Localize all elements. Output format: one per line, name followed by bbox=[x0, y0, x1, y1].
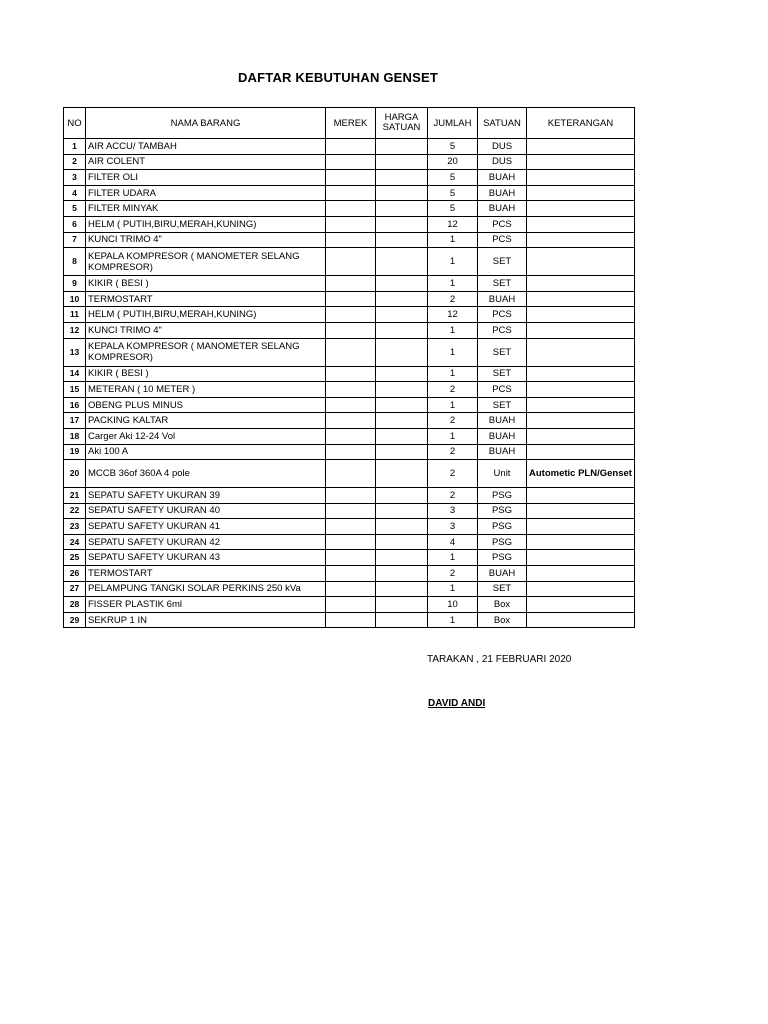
table-row bbox=[64, 170, 635, 186]
row-number: 28 bbox=[64, 597, 86, 613]
table-row bbox=[64, 519, 635, 535]
row-number: 20 bbox=[64, 460, 86, 488]
row-number: 4 bbox=[64, 185, 86, 201]
row-number: 18 bbox=[64, 428, 86, 444]
table-row bbox=[64, 612, 635, 628]
item-note bbox=[527, 248, 635, 276]
item-brand bbox=[326, 232, 376, 248]
item-note bbox=[527, 382, 635, 398]
item-unit-price bbox=[376, 201, 428, 217]
row-number: 26 bbox=[64, 566, 86, 582]
item-note bbox=[527, 550, 635, 566]
item-quantity: 2 bbox=[428, 566, 478, 582]
item-quantity: 1 bbox=[428, 581, 478, 597]
item-unit-price bbox=[376, 550, 428, 566]
item-quantity: 1 bbox=[428, 248, 478, 276]
item-note bbox=[527, 366, 635, 382]
item-name: HELM ( PUTIH,BIRU,MERAH,KUNING) bbox=[86, 216, 326, 232]
item-unit-price bbox=[376, 338, 428, 366]
item-unit: PCS bbox=[478, 307, 527, 323]
item-note bbox=[527, 307, 635, 323]
item-brand bbox=[326, 534, 376, 550]
item-quantity: 1 bbox=[428, 322, 478, 338]
item-brand bbox=[326, 338, 376, 366]
item-note bbox=[527, 581, 635, 597]
table-row bbox=[64, 460, 635, 488]
item-unit: SET bbox=[478, 397, 527, 413]
item-note bbox=[527, 488, 635, 504]
row-number: 11 bbox=[64, 307, 86, 323]
item-note bbox=[527, 185, 635, 201]
item-name: SEPATU SAFETY UKURAN 43 bbox=[86, 550, 326, 566]
row-number: 10 bbox=[64, 291, 86, 307]
header-no: NO bbox=[64, 108, 86, 139]
row-number: 7 bbox=[64, 232, 86, 248]
item-brand bbox=[326, 139, 376, 155]
item-name: PACKING KALTAR bbox=[86, 413, 326, 429]
row-number: 12 bbox=[64, 322, 86, 338]
item-unit-price bbox=[376, 488, 428, 504]
signer-name: DAVID ANDI bbox=[428, 698, 486, 709]
item-unit-price bbox=[376, 413, 428, 429]
item-unit: SET bbox=[478, 581, 527, 597]
item-quantity: 2 bbox=[428, 444, 478, 460]
row-number: 3 bbox=[64, 170, 86, 186]
item-quantity: 1 bbox=[428, 612, 478, 628]
table-row bbox=[64, 291, 635, 307]
item-brand bbox=[326, 597, 376, 613]
item-unit-price bbox=[376, 291, 428, 307]
row-number: 29 bbox=[64, 612, 86, 628]
header-harga-satuan: HARGA SATUAN bbox=[376, 108, 428, 139]
row-number: 2 bbox=[64, 154, 86, 170]
item-unit: PCS bbox=[478, 232, 527, 248]
row-number: 25 bbox=[64, 550, 86, 566]
table-row bbox=[64, 201, 635, 217]
item-unit-price bbox=[376, 581, 428, 597]
item-name: SEPATU SAFETY UKURAN 42 bbox=[86, 534, 326, 550]
item-unit: Unit bbox=[478, 460, 527, 488]
item-note bbox=[527, 519, 635, 535]
item-unit-price bbox=[376, 397, 428, 413]
item-note bbox=[527, 216, 635, 232]
item-name: Aki 100 A bbox=[86, 444, 326, 460]
table-row bbox=[64, 322, 635, 338]
item-brand bbox=[326, 276, 376, 292]
row-number: 13 bbox=[64, 338, 86, 366]
item-brand bbox=[326, 154, 376, 170]
item-note bbox=[527, 201, 635, 217]
table-row bbox=[64, 248, 635, 276]
item-quantity: 1 bbox=[428, 232, 478, 248]
item-note bbox=[527, 170, 635, 186]
item-name: FISSER PLASTIK 6ml bbox=[86, 597, 326, 613]
item-unit-price bbox=[376, 154, 428, 170]
item-unit: BUAH bbox=[478, 566, 527, 582]
item-note bbox=[527, 232, 635, 248]
item-brand bbox=[326, 307, 376, 323]
table-row bbox=[64, 366, 635, 382]
item-name: FILTER MINYAK bbox=[86, 201, 326, 217]
table-row bbox=[64, 216, 635, 232]
item-note bbox=[527, 291, 635, 307]
item-brand bbox=[326, 366, 376, 382]
item-unit: DUS bbox=[478, 139, 527, 155]
item-unit: PSG bbox=[478, 488, 527, 504]
item-unit-price bbox=[376, 382, 428, 398]
item-brand bbox=[326, 428, 376, 444]
item-note bbox=[527, 397, 635, 413]
item-note bbox=[527, 154, 635, 170]
item-unit-price bbox=[376, 232, 428, 248]
item-quantity: 12 bbox=[428, 307, 478, 323]
item-unit-price bbox=[376, 612, 428, 628]
item-name: TERMOSTART bbox=[86, 566, 326, 582]
table-row bbox=[64, 444, 635, 460]
item-unit-price bbox=[376, 503, 428, 519]
row-number: 15 bbox=[64, 382, 86, 398]
item-name: KEPALA KOMPRESOR ( MANOMETER SELANG KOMPRESOR) bbox=[86, 248, 326, 276]
table-header-row bbox=[64, 108, 635, 139]
item-brand bbox=[326, 444, 376, 460]
document-title: DAFTAR KEBUTUHAN GENSET bbox=[237, 70, 439, 85]
item-unit-price bbox=[376, 534, 428, 550]
requirements-table bbox=[63, 107, 635, 628]
item-unit: BUAH bbox=[478, 201, 527, 217]
header-merek: MEREK bbox=[326, 108, 376, 139]
place-date: TARAKAN , 21 FEBRUARI 2020 bbox=[427, 654, 572, 665]
table-row bbox=[64, 488, 635, 504]
table-row bbox=[64, 566, 635, 582]
item-brand bbox=[326, 185, 376, 201]
item-unit: SET bbox=[478, 338, 527, 366]
item-quantity: 3 bbox=[428, 519, 478, 535]
item-unit: PCS bbox=[478, 216, 527, 232]
item-name: SEPATU SAFETY UKURAN 40 bbox=[86, 503, 326, 519]
item-brand bbox=[326, 550, 376, 566]
item-name: KIKIR ( BESI ) bbox=[86, 276, 326, 292]
item-name: SEPATU SAFETY UKURAN 41 bbox=[86, 519, 326, 535]
item-unit: BUAH bbox=[478, 170, 527, 186]
item-note bbox=[527, 276, 635, 292]
table-row bbox=[64, 382, 635, 398]
item-unit: SET bbox=[478, 366, 527, 382]
table-row bbox=[64, 307, 635, 323]
item-quantity: 12 bbox=[428, 216, 478, 232]
item-brand bbox=[326, 248, 376, 276]
item-note bbox=[527, 428, 635, 444]
item-brand bbox=[326, 382, 376, 398]
item-quantity: 1 bbox=[428, 276, 478, 292]
item-name: FILTER UDARA bbox=[86, 185, 326, 201]
item-brand bbox=[326, 291, 376, 307]
item-unit-price bbox=[376, 216, 428, 232]
item-unit-price bbox=[376, 566, 428, 582]
item-brand bbox=[326, 216, 376, 232]
item-unit-price bbox=[376, 139, 428, 155]
item-name: KEPALA KOMPRESOR ( MANOMETER SELANG KOMPRESOR) bbox=[86, 338, 326, 366]
item-quantity: 2 bbox=[428, 413, 478, 429]
table-row bbox=[64, 534, 635, 550]
item-note bbox=[527, 338, 635, 366]
item-unit: PSG bbox=[478, 534, 527, 550]
item-unit-price bbox=[376, 185, 428, 201]
item-unit: SET bbox=[478, 276, 527, 292]
item-note bbox=[527, 566, 635, 582]
table-row bbox=[64, 276, 635, 292]
item-unit: BUAH bbox=[478, 185, 527, 201]
item-brand bbox=[326, 397, 376, 413]
item-name: AIR COLENT bbox=[86, 154, 326, 170]
item-quantity: 1 bbox=[428, 338, 478, 366]
item-note bbox=[527, 612, 635, 628]
item-quantity: 5 bbox=[428, 201, 478, 217]
item-brand bbox=[326, 519, 376, 535]
item-quantity: 5 bbox=[428, 170, 478, 186]
item-name: KUNCI TRIMO 4" bbox=[86, 232, 326, 248]
item-quantity: 20 bbox=[428, 154, 478, 170]
table-row bbox=[64, 397, 635, 413]
item-brand bbox=[326, 322, 376, 338]
row-number: 6 bbox=[64, 216, 86, 232]
item-unit: DUS bbox=[478, 154, 527, 170]
row-number: 8 bbox=[64, 248, 86, 276]
item-name: METERAN ( 10 METER ) bbox=[86, 382, 326, 398]
item-unit: PCS bbox=[478, 382, 527, 398]
item-name: FILTER OLI bbox=[86, 170, 326, 186]
table-row bbox=[64, 413, 635, 429]
item-brand bbox=[326, 488, 376, 504]
item-name: HELM ( PUTIH,BIRU,MERAH,KUNING) bbox=[86, 307, 326, 323]
item-quantity: 1 bbox=[428, 428, 478, 444]
item-brand bbox=[326, 503, 376, 519]
item-unit-price bbox=[376, 307, 428, 323]
item-note bbox=[527, 139, 635, 155]
item-name: TERMOSTART bbox=[86, 291, 326, 307]
item-name: SEPATU SAFETY UKURAN 39 bbox=[86, 488, 326, 504]
item-brand bbox=[326, 566, 376, 582]
item-quantity: 3 bbox=[428, 503, 478, 519]
item-unit-price bbox=[376, 428, 428, 444]
item-name: MCCB 36of 360A 4 pole bbox=[86, 460, 326, 488]
item-brand bbox=[326, 581, 376, 597]
item-quantity: 2 bbox=[428, 488, 478, 504]
table-row bbox=[64, 550, 635, 566]
table-row bbox=[64, 428, 635, 444]
item-quantity: 1 bbox=[428, 366, 478, 382]
item-unit-price bbox=[376, 170, 428, 186]
header-satuan: SATUAN bbox=[478, 108, 527, 139]
item-unit: Box bbox=[478, 612, 527, 628]
row-number: 23 bbox=[64, 519, 86, 535]
table-row bbox=[64, 597, 635, 613]
item-quantity: 1 bbox=[428, 397, 478, 413]
item-brand bbox=[326, 460, 376, 488]
table-row bbox=[64, 338, 635, 366]
item-unit: PSG bbox=[478, 550, 527, 566]
item-unit: Box bbox=[478, 597, 527, 613]
table-row bbox=[64, 154, 635, 170]
item-note bbox=[527, 444, 635, 460]
item-quantity: 4 bbox=[428, 534, 478, 550]
row-number: 9 bbox=[64, 276, 86, 292]
item-unit-price bbox=[376, 366, 428, 382]
item-quantity: 5 bbox=[428, 185, 478, 201]
item-brand bbox=[326, 201, 376, 217]
item-brand bbox=[326, 413, 376, 429]
item-name: AIR ACCU/ TAMBAH bbox=[86, 139, 326, 155]
item-quantity: 2 bbox=[428, 291, 478, 307]
item-note bbox=[527, 413, 635, 429]
table-row bbox=[64, 185, 635, 201]
item-name: KIKIR ( BESI ) bbox=[86, 366, 326, 382]
row-number: 16 bbox=[64, 397, 86, 413]
item-unit: BUAH bbox=[478, 291, 527, 307]
item-unit-price bbox=[376, 248, 428, 276]
item-unit: SET bbox=[478, 248, 527, 276]
item-unit: BUAH bbox=[478, 444, 527, 460]
item-name: KUNCI TRIMO 4" bbox=[86, 322, 326, 338]
item-name: PELAMPUNG TANGKI SOLAR PERKINS 250 kVa bbox=[86, 581, 326, 597]
row-number: 5 bbox=[64, 201, 86, 217]
item-name: Carger Aki 12-24 Vol bbox=[86, 428, 326, 444]
row-number: 22 bbox=[64, 503, 86, 519]
item-quantity: 1 bbox=[428, 550, 478, 566]
item-unit: BUAH bbox=[478, 413, 527, 429]
item-name: OBENG PLUS MINUS bbox=[86, 397, 326, 413]
header-jumlah: JUMLAH bbox=[428, 108, 478, 139]
table-row bbox=[64, 232, 635, 248]
item-note bbox=[527, 503, 635, 519]
row-number: 19 bbox=[64, 444, 86, 460]
item-unit-price bbox=[376, 322, 428, 338]
item-quantity: 5 bbox=[428, 139, 478, 155]
header-keterangan: KETERANGAN bbox=[527, 108, 635, 139]
item-unit-price bbox=[376, 460, 428, 488]
item-note bbox=[527, 597, 635, 613]
item-unit-price bbox=[376, 519, 428, 535]
table-row bbox=[64, 503, 635, 519]
row-number: 21 bbox=[64, 488, 86, 504]
item-note: Autometic PLN/Genset bbox=[527, 460, 635, 488]
item-unit: BUAH bbox=[478, 428, 527, 444]
row-number: 1 bbox=[64, 139, 86, 155]
item-note bbox=[527, 322, 635, 338]
item-name: SEKRUP 1 IN bbox=[86, 612, 326, 628]
item-quantity: 2 bbox=[428, 460, 478, 488]
item-unit: PCS bbox=[478, 322, 527, 338]
item-note bbox=[527, 534, 635, 550]
item-quantity: 2 bbox=[428, 382, 478, 398]
item-unit-price bbox=[376, 444, 428, 460]
item-unit: PSG bbox=[478, 519, 527, 535]
item-unit: PSG bbox=[478, 503, 527, 519]
item-unit-price bbox=[376, 597, 428, 613]
item-quantity: 10 bbox=[428, 597, 478, 613]
row-number: 24 bbox=[64, 534, 86, 550]
item-brand bbox=[326, 612, 376, 628]
table-row bbox=[64, 139, 635, 155]
table-row bbox=[64, 581, 635, 597]
row-number: 27 bbox=[64, 581, 86, 597]
item-brand bbox=[326, 170, 376, 186]
row-number: 17 bbox=[64, 413, 86, 429]
item-unit-price bbox=[376, 276, 428, 292]
row-number: 14 bbox=[64, 366, 86, 382]
header-nama-barang: NAMA BARANG bbox=[86, 108, 326, 139]
